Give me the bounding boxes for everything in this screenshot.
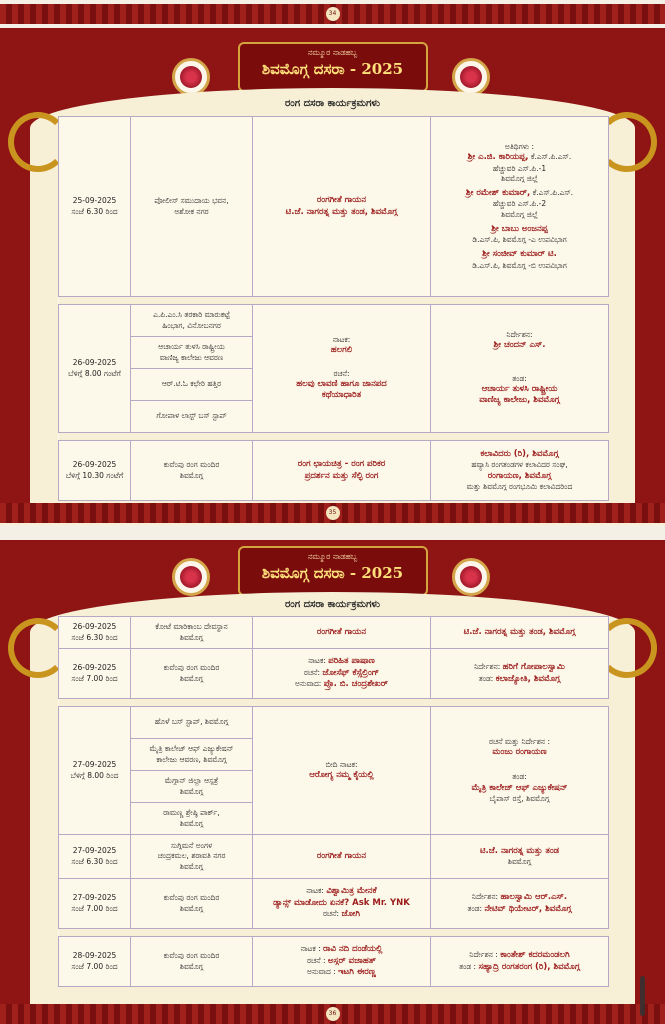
date-cell: 27-09-2025 ಸಂಜೆ 6.30 ರಿಂದ: [59, 835, 131, 879]
venue-cell: ಕೋಟೆ ಮಾರಿಕಾಂಬ ದೇವಸ್ಥಾನ ಶಿವಮೊಗ್ಗ: [131, 617, 253, 649]
table-row: [59, 117, 609, 297]
program-cell: ನಾಟಕ: ಹಲಗಲಿ ರಚನೆ: ಹಲವು ಲಾವಣಿ ಹಾಗೂ ಜಾನಪದ ಕಥೆಯಾಧಾರಿತ: [253, 305, 431, 433]
title-box: [238, 42, 428, 92]
program-cell: ರಂಗಗೀತೆ ಗಾಯನ: [253, 617, 431, 649]
table-row: [59, 441, 609, 501]
section-subtitle: ರಂಗ ದಸರಾ ಕಾರ್ಯಕ್ರಮಗಳು: [284, 599, 381, 610]
header-title: ಶಿವಮೊಗ್ಗ ದಸರಾ - 2025: [261, 60, 404, 78]
program-cell: ನಾಟಕ: ವಿಶ್ವಾಮಿತ್ರ ಮೇನಕೆ ಡ್ಯಾನ್ಸ್ ಮಾಡೋದು ಏನಕೆ? Ask Mr. YNK ರಚನೆ: ಜೋಗಿ: [253, 879, 431, 929]
page-number: 35: [326, 506, 340, 520]
page-number: 34: [326, 7, 340, 21]
page-bottom: [0, 540, 665, 1024]
table-row: [59, 879, 609, 929]
venue-cell: ಕುವೆಂಪು ರಂಗ ಮಂದಿರ ಶಿವಮೊಗ್ಗ: [131, 649, 253, 699]
header-title: ಶಿವಮೊಗ್ಗ ದಸರಾ - 2025: [261, 564, 404, 582]
program-cell: ರಂಗಗೀತೆ ಗಾಯನ: [253, 835, 431, 879]
table-row: [59, 617, 609, 649]
table-row: [59, 707, 609, 739]
schedule-table-1: [58, 116, 609, 501]
venue-cell: ಪೋಲೀಸ್ ಸಮುದಾಯ ಭವನ, ಅಶೋಕ ನಗರ: [131, 117, 253, 297]
dasara-logo-left: [172, 58, 210, 96]
team-cell: ಟಿ.ಜೆ. ನಾಗರತ್ನ ಮತ್ತು ತಂಡ, ಶಿವಮೊಗ್ಗ: [431, 617, 609, 649]
date-cell: 28-09-2025 ಸಂಜೆ 7.00 ರಿಂದ: [59, 937, 131, 987]
guests-cell: ಅತಿಥಿಗಳು : ಶ್ರೀ ಎ.ಜಿ. ಕಾರಿಯಪ್ಪ, ಕೆ.ಎಸ್.ಪಿ.ಎಸ್. ಹೆಚ್ಚುವರಿ ಎಸ್.ಪಿ.-1 ಶಿವಮೊಗ್ಗ ಜಿಲ್ಲೆ ಶ್ರೀ ರಮೇಶ್ ಕುಮಾರ್, ಕೆ.ಎಸ್.ಪಿ.ಎಸ್. ಹೆಚ್ಚುವರಿ ಎಸ್.ಪಿ.-2 ಶಿವಮೊಗ್ಗ ಜಿಲ್ಲೆ ಶ್ರೀ ಬಾಬು ಅಂಜನಪ್ಪ ಡಿ.ಎಸ್.ಪಿ, ಶಿವಮೊಗ್ಗ -ಎ ಉಪವಿಭಾಗ ಶ್ರೀ ಸಂಜೀವ್ ಕುಮಾರ್ ಟಿ. ಡಿ.ಎಸ್.ಪಿ, ಶಿವಮೊಗ್ಗ -ಬಿ ಉಪವಿಭಾಗ: [431, 117, 609, 297]
table-row: [59, 835, 609, 879]
team-cell: ನಿರ್ದೇಶನ: ಹಾಲಸ್ವಾಮಿ ಆರ್.ಎಸ್. ತಂಡ: ನೇಟಿವ್ ಥಿಯೇಟರ್, ಶಿವಮೊಗ್ಗ: [431, 879, 609, 929]
top-border: [0, 0, 665, 28]
venue-cell: ಆಚಾರ್ಯ ತುಳಸಿ ರಾಷ್ಟ್ರೀಯ ವಾಣಿಜ್ಯ ಕಾಲೇಜು ಆವರಣ: [131, 337, 253, 369]
date-cell: 25-09-2025 ಸಂಜೆ 6.30 ರಿಂದ: [59, 117, 131, 297]
scrollbar-thumb[interactable]: [640, 976, 645, 1016]
header-sub: ನಮ್ಮೂರ ನಾಡಹಬ್ಬ: [307, 48, 358, 57]
table-row: [59, 937, 609, 987]
venue-cell: ಗೋಪಾಳ ಲಾಸ್ಟ್ ಬಸ್ ಸ್ಟಾಪ್: [131, 401, 253, 433]
venue-cell: ಆರ್.ಟಿ.ಓ ಕಛೇರಿ ಹತ್ತಿರ: [131, 369, 253, 401]
title-box: [238, 546, 428, 596]
venue-cell: ಕುವೆಂಪು ರಂಗ ಮಂದಿರ ಶಿವಮೊಗ್ಗ: [131, 441, 253, 501]
venue-cell: ರಾಮಣ್ಣ ಶ್ರೇಷ್ಠಿ ಪಾರ್ಕ್, ಶಿವಮೊಗ್ಗ: [131, 803, 253, 835]
program-cell: ನಾಟಕ: ಪರಿಹಿತ ಪಾಷಾಣ ರಚನೆ: ಜೋಸೆಫ್ ಕೆಸ್ಸೆಲ್ರಿಂಗ್ ಅನುವಾದ: ಪ್ರೊ. ಬಿ. ಚಂದ್ರಶೇಖರ್: [253, 649, 431, 699]
program-cell: ರಂಗ ಛಾಯಚಿತ್ರ - ರಂಗ ಪರಿಕರ ಪ್ರದರ್ಶನ ಮತ್ತು ಸೆಲ್ಫಿ ರಂಗ: [253, 441, 431, 501]
program-cell: ಬೀದಿ ನಾಟಕ: ಆರೋಗ್ಯ ನಮ್ಮ ಕೈಯಲ್ಲಿ: [253, 707, 431, 835]
bottom-border: [0, 1004, 665, 1024]
team-cell: ಟಿ.ಜೆ. ನಾಗರತ್ನ ಮತ್ತು ತಂಡ ಶಿವಮೊಗ್ಗ: [431, 835, 609, 879]
dasara-logo-right: [452, 58, 490, 96]
director-cell: ನಿರ್ದೇಶನ: ಶ್ರೀ ಚಂದನ್ ಎಸ್. ತಂಡ: ಆಚಾರ್ಯ ತುಳಸಿ ರಾಷ್ಟ್ರೀಯ ವಾಣಿಜ್ಯ ಕಾಲೇಜು, ಶಿವಮೊಗ್ಗ: [431, 305, 609, 433]
date-cell: 26-09-2025 ಸಂಜೆ 6.30 ರಿಂದ: [59, 617, 131, 649]
section-subtitle: ರಂಗ ದಸರಾ ಕಾರ್ಯಕ್ರಮಗಳು: [284, 98, 381, 109]
date-cell: 27-09-2025 ಬೆಳಿಗ್ಗೆ 8.00 ರಿಂದ: [59, 707, 131, 835]
program-cell: ನಾಟಕ : ರಾವಿ ನದಿ ದಂಡೆಯಲ್ಲಿ ರಚನೆ : ಅಸ್ಗರ್ ವಜಾಹತ್ ಅನುವಾದ : ಇಟಗಿ ಈರಣ್ಣ: [253, 937, 431, 987]
dasara-logo-left: [172, 558, 210, 596]
program-cell: ರಂಗಗೀತೆ ಗಾಯನ ಟಿ.ಜೆ. ನಾಗರತ್ನ ಮತ್ತು ತಂಡ, ಶಿವಮೊಗ್ಗ: [253, 117, 431, 297]
venue-cell: ಹೊಳೆ ಬಸ್ ಸ್ಟಾಪ್, ಶಿವಮೊಗ್ಗ: [131, 707, 253, 739]
schedule-table-2: [58, 616, 609, 987]
table-row: [59, 305, 609, 337]
date-cell: 26-09-2025 ಬೆಳಿಗ್ಗೆ 10.30 ಗಂಟೆಗೆ: [59, 441, 131, 501]
bottom-border: [0, 503, 665, 523]
team-cell: ನಿರ್ದೇಶನ: ಹರಿಗೆ ಗೋಪಾಲಸ್ವಾಮಿ ತಂಡ: ಕಲಾಜ್ಯೋತಿ, ಶಿವಮೊಗ್ಗ: [431, 649, 609, 699]
venue-cell: ಕುವೆಂಪು ರಂಗ ಮಂದಿರ ಶಿವಮೊಗ್ಗ: [131, 937, 253, 987]
venue-cell: ಮೈತ್ರಿ ಕಾಲೇಜ್ ಆಫ್ ಎಜ್ಯುಕೇಷನ್ ಕಾಲೇಜು ಆವರಣ, ಶಿವಮೊಗ್ಗ: [131, 739, 253, 771]
team-cell: ರಚನೆ ಮತ್ತು ನಿರ್ದೇಶನ : ಮಂಜು ರಂಗಾಯಣ ತಂಡ: ಮೈತ್ರಿ ಕಾಲೇಜ್ ಆಫ್ ಎಜ್ಯುಕೇಷನ್ ಬೈಪಾಸ್ ರಸ್ತೆ, ಶಿವಮೊಗ್ಗ: [431, 707, 609, 835]
date-cell: 26-09-2025 ಸಂಜೆ 7.00 ರಿಂದ: [59, 649, 131, 699]
venue-cell: ಸುಗ್ಗಿಮನೆ ಅಂಗಳ ಚಂದ್ರಕಮಲ, ಶರಾವತಿ ನಗರ ಶಿವಮೊಗ್ಗ: [131, 835, 253, 879]
venue-cell: ಎ.ಪಿ.ಎಂ.ಸಿ ತರಕಾರಿ ಮಾರುಕಟ್ಟೆ ಹಿಂಭಾಗ, ವಿನೋಬನಗರ: [131, 305, 253, 337]
venue-cell: ಮೆಗ್ಗಾನ್ ಜಿಲ್ಲಾ ಆಸ್ಪತ್ರೆ ಶಿವಮೊಗ್ಗ: [131, 771, 253, 803]
date-cell: 26-09-2025 ಬೆಳಿಗ್ಗೆ 8.00 ಗಂಟೆಗೆ: [59, 305, 131, 433]
team-cell: ಕಲಾವಿದರು (ರಿ), ಶಿವಮೊಗ್ಗ ಹವ್ಯಾಸಿ ರಂಗತಂಡಗಳ ಕಲಾವಿದರ ಸಂಘ, ರಂಗಾಯಣ, ಶಿವಮೊಗ್ಗ ಮತ್ತು ಶಿವಮೊಗ್ಗ ರಂಗಭೂಮಿ ಕಲಾವಿದರಿಂದ: [431, 441, 609, 501]
table-row: [59, 649, 609, 699]
dasara-logo-right: [452, 558, 490, 596]
header-sub: ನಮ್ಮೂರ ನಾಡಹಬ್ಬ: [307, 552, 358, 561]
page-number: 36: [326, 1007, 340, 1021]
venue-cell: ಕುವೆಂಪು ರಂಗ ಮಂದಿರ ಶಿವಮೊಗ್ಗ: [131, 879, 253, 929]
date-cell: 27-09-2025 ಸಂಜೆ 7.00 ರಿಂದ: [59, 879, 131, 929]
team-cell: ನಿರ್ದೇಶನ : ಕಾಂತೇಶ್ ಕದರಮಂಡಲಗಿ ತಂಡ : ಸಹ್ಯಾದ್ರಿ ರಂಗತರಂಗ (ರಿ), ಶಿವಮೊಗ್ಗ: [431, 937, 609, 987]
